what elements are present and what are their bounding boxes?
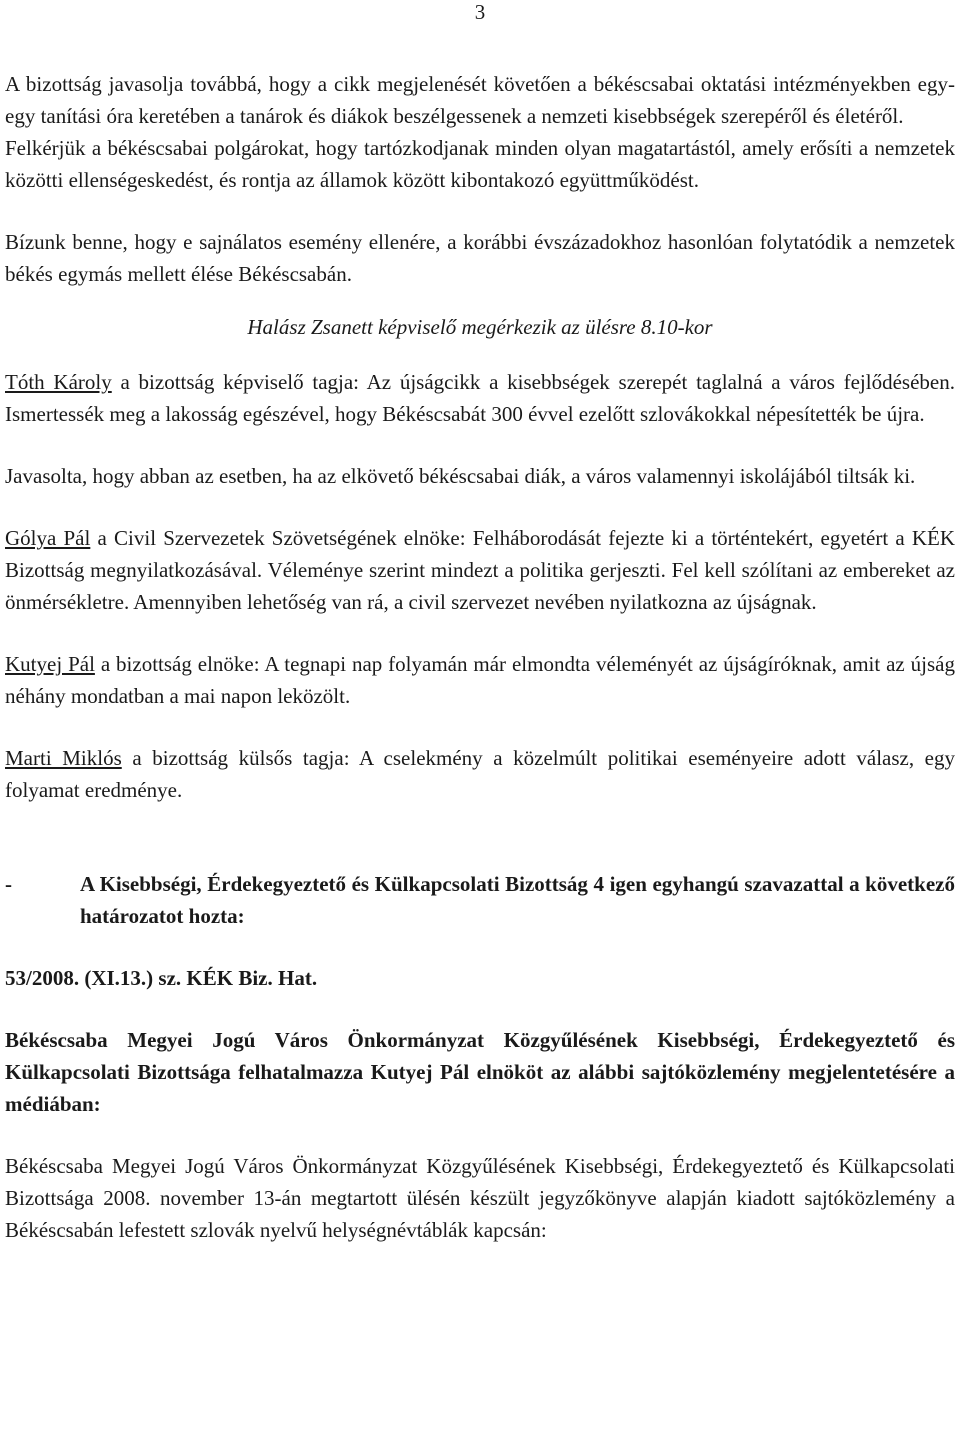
arrival-note: Halász Zsanett képviselő megérkezik az ülésre 8.10-kor (247, 315, 713, 339)
paragraph-golya (5, 522, 955, 618)
paragraph-toth (5, 366, 955, 430)
paragraph-recommendation: A bizottság javasolja továbbá, hogy a cikk megjelenését követően a békéscsabai oktatási intézményekben egy-egy tanítási óra keretében a tanárok és diákok beszélgessenek a nemzeti kisebbségek szerepéről és életéről. (5, 72, 955, 128)
speaker-text-marti: a bizottság külsős tagja: A cselekmény a közelmúlt politikai eseményeire adott válasz, egy folyamat eredménye. (5, 746, 955, 802)
paragraph-request: Felkérjük a békéscsabai polgárokat, hogy tartózkodjanak minden olyan magatartástól, amely erősíti a nemzetek közötti ellenségeskedést, és rontja az államok között kibontakozó együttműködést. (5, 136, 955, 192)
paragraph-suggestion: Javasolta, hogy abban az esetben, ha az elkövető békéscsabai diák, a város valamennyi iskolájából tiltsák ki. (5, 464, 916, 488)
resolution-authorization: Békéscsaba Megyei Jogú Város Önkormányzat Közgyűlésének Kisebbségi, Érdekegyeztető és Külkapcsolati Bizottsága felhatalmazza Kutyej Pál elnököt az alábbi sajtóközlemény megjelentetésére a médiában: (5, 1028, 955, 1116)
paragraph-kutyej (5, 648, 955, 712)
paragraph-marti (5, 742, 955, 806)
list-dash: - (5, 872, 12, 896)
speaker-text-golya: a Civil Szervezetek Szövetségének elnöke: Felháborodását fejezte ki a történtekért, egyetért a KÉK Bizottság megnyilatkozásával. Véleménye szerint mindezt a politika gerjeszti. Fel kell szólítani az embereket az önmérsékletre. Amennyiben lehetőség van rá, a civil szervezet nevében nyilatkozna az újságnak. (5, 526, 956, 614)
speaker-text-toth: a bizottság képviselő tagja: Az újságcikk a kisebbségek szerepét taglalná a város fejlődésében. Ismertessék meg a lakosság egészével, hogy Békéscsabát 300 évvel ezelőtt szlovákokkal népesítették be újra. (5, 370, 955, 426)
resolution-intro-text: A Kisebbségi, Érdekegyeztető és Külkapcsolati Bizottság 4 igen egyhangú szavazattal a következő határozatot hozta: (80, 872, 955, 928)
speaker-name-toth: Tóth Károly (5, 370, 112, 394)
resolution-intro (5, 868, 955, 932)
press-release-intro: Békéscsaba Megyei Jogú Város Önkormányzat Közgyűlésének Kisebbségi, Érdekegyeztető és Külkapcsolati Bizottsága 2008. november 13-án megtartott ülésén készült jegyzőkönyve alapján kiadott sajtóközlemény a Békéscsabán lefestett szlovák nyelvű helységnévtáblák kapcsán: (5, 1154, 955, 1242)
resolution-number: 53/2008. (XI.13.) sz. KÉK Biz. Hat. (5, 966, 318, 990)
speaker-name-marti: Marti Miklós (5, 746, 122, 770)
document-body (5, 68, 955, 1246)
speaker-name-golya: Gólya Pál (5, 526, 91, 550)
speaker-text-kutyej: a bizottság elnöke: A tegnapi nap folyamán már elmondta véleményét az újságíróknak, amit az újság néhány mondatban a mai napon leközölt. (5, 652, 955, 708)
page-number: 3 (474, 0, 486, 24)
paragraph-hope: Bízunk benne, hogy e sajnálatos esemény ellenére, a korábbi évszázadokhoz hasonlóan folytatódik a nemzetek békés egymás mellett élése Békéscsabán. (5, 230, 955, 286)
speaker-name-kutyej: Kutyej Pál (5, 652, 95, 676)
